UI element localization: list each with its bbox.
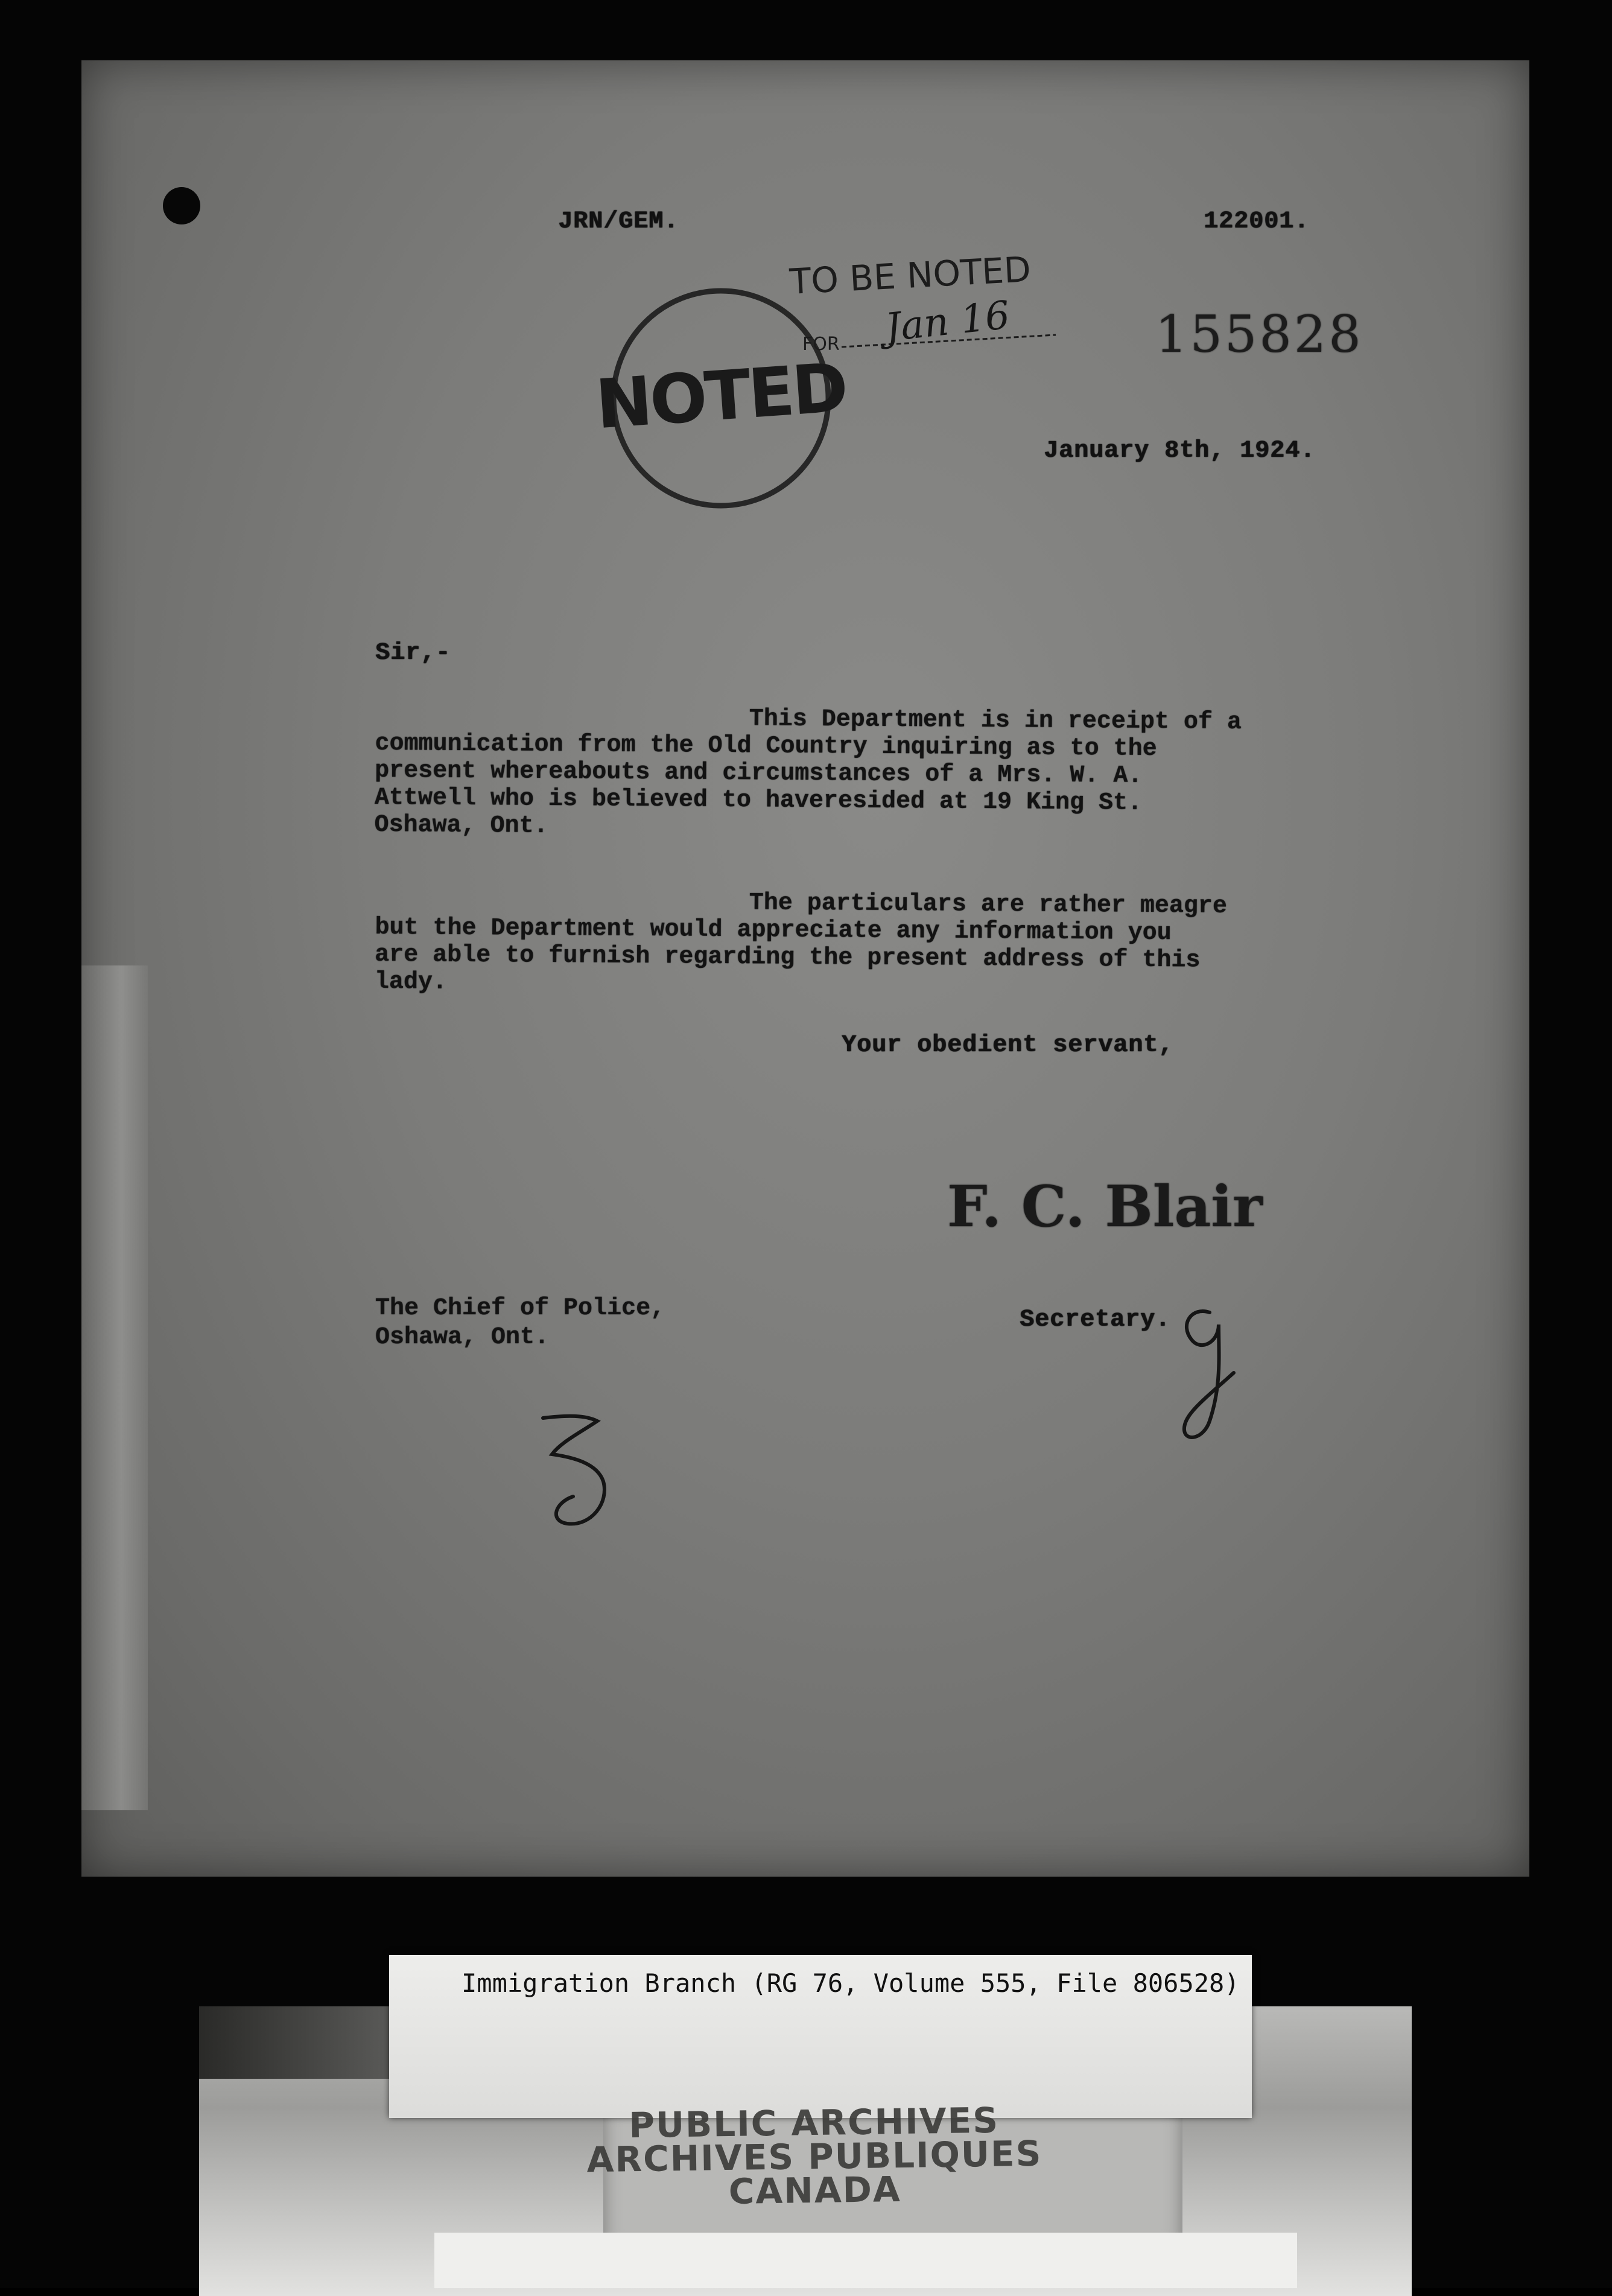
- archives-stamp-line: PUBLIC ARCHIVES: [628, 2099, 1000, 2146]
- paragraph-line: Attwell who is believed to haveresided at 19 King St.: [374, 784, 1143, 817]
- recipient-line: Oshawa, Ont.: [375, 1324, 550, 1351]
- salutation: Sir,-: [375, 640, 451, 667]
- paragraph-line: but the Department would appreciate any information you: [375, 914, 1172, 947]
- paragraph-line: lady.: [374, 968, 448, 996]
- folder-shadow: [199, 2006, 392, 2079]
- signature-stamp: F. C. Blair: [947, 1174, 1263, 1240]
- to-be-noted-stamp: [790, 244, 1068, 365]
- paragraph-line: present whereabouts and circumstances of a Mrs. W. A.: [375, 757, 1143, 790]
- letter-date: January 8th, 1924.: [1044, 437, 1316, 465]
- punch-hole: [163, 187, 200, 224]
- paragraph-line: Oshawa, Ont.: [374, 811, 548, 841]
- folder-bottom-edge: [434, 2233, 1297, 2288]
- public-archives-stamp: [566, 2099, 1062, 2212]
- handwritten-mark: [531, 1406, 639, 1539]
- archives-stamp-line: ARCHIVES PUBLIQUES: [586, 2132, 1042, 2181]
- file-number-typed: 122001.: [1204, 208, 1310, 235]
- archives-stamp-line: CANADA: [728, 2169, 902, 2212]
- to-be-noted-text: TO BE NOTED: [789, 249, 1032, 302]
- paragraph-line: communication from the Old Country inquiring as to the: [375, 730, 1157, 763]
- archive-label-text: Immigration Branch (RG 76, Volume 555, File 806528): [462, 1968, 1240, 1998]
- recipient-line: The Chief of Police,: [375, 1295, 665, 1322]
- reference-code: JRN/GEM.: [558, 208, 679, 235]
- archive-label: [389, 1955, 1252, 2118]
- paragraph-line: The particulars are rather meagre: [749, 889, 1228, 920]
- noted-stamp-text: NOTED: [593, 348, 849, 445]
- to-be-noted-for-label: FOR: [802, 334, 840, 355]
- signer-title: Secretary.: [1020, 1306, 1171, 1334]
- paragraph-line: are able to furnish regarding the present address of this: [375, 941, 1201, 975]
- handwritten-initial: [1167, 1294, 1252, 1451]
- to-be-noted-handwritten: Jan 16: [883, 293, 1012, 351]
- paragraph-2: [375, 887, 1280, 1002]
- recipient-address: [375, 1294, 665, 1352]
- paragraph-line: This Department is in receipt of a: [749, 705, 1242, 737]
- paragraph-1: [374, 703, 1280, 845]
- file-number-stamp: 155828: [1155, 305, 1363, 364]
- closing: Your obedient servant,: [842, 1032, 1174, 1059]
- paper-edge: [81, 965, 148, 1810]
